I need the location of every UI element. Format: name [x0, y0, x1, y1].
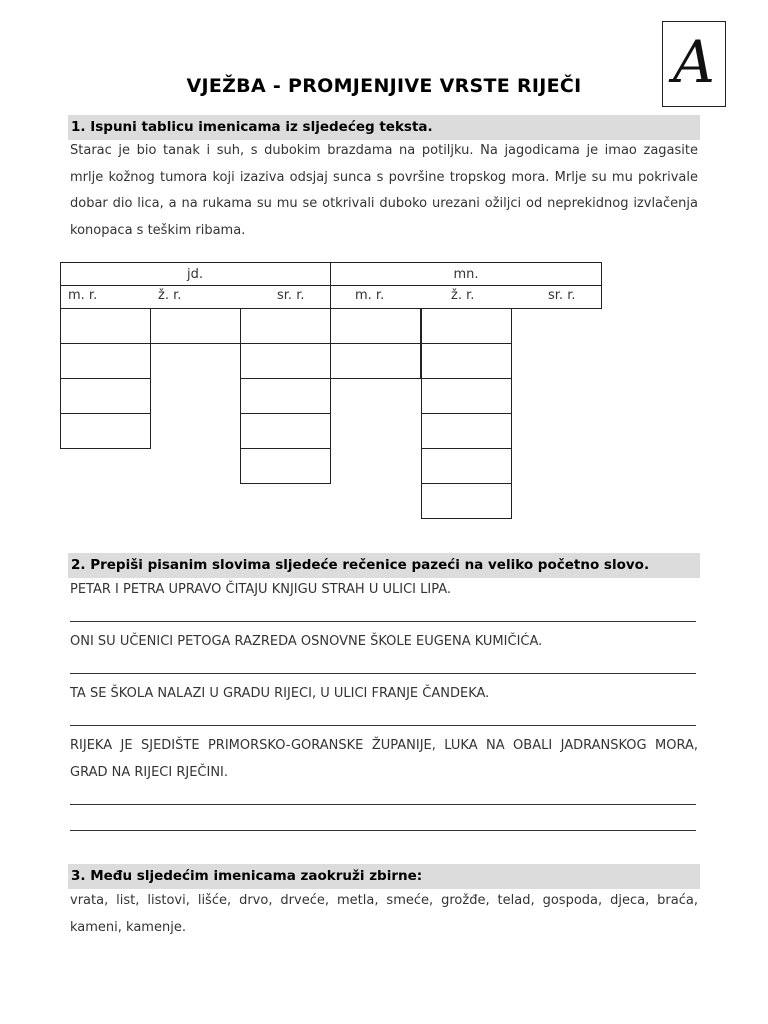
task2-heading: 2. Prepiši pisanim slovima sljedeće rečenice pazeći na veliko početno slovo. — [68, 553, 700, 578]
answer-cell[interactable] — [421, 378, 512, 414]
logo-letter: A — [673, 28, 715, 96]
task1-text: Starac je bio tanak i suh, s dubokim brazdama na potiljku. Na jagodicama je imao zagasite mrlje kožnog tumora koji izaziva odsjaj sunca s površine tropskog mora. Mrlje su mu pokrivale dobar dio lica, a na rukama su mu se otkrivali duboko urezani ožiljci od neprekidnog izvlačenja konopaca s teškim ribama. — [70, 143, 698, 238]
answer-cell[interactable] — [60, 343, 151, 379]
task1-heading: 1. Ispuni tablicu imenicama iz sljedećeg teksta. — [68, 115, 700, 140]
task3-heading: 3. Među sljedećim imenicama zaokruži zbirne: — [68, 864, 700, 889]
table-group-plural: mn. — [453, 267, 479, 282]
answer-cell[interactable] — [150, 308, 241, 344]
table-col-label: ž. r. — [158, 288, 182, 303]
answer-cell[interactable] — [240, 448, 331, 484]
table-group-singular: jd. — [187, 267, 203, 282]
writing-line[interactable] — [70, 621, 696, 622]
answer-cell[interactable] — [421, 483, 512, 519]
writing-line[interactable] — [70, 725, 696, 726]
writing-line[interactable] — [70, 673, 696, 674]
table-col-label: ž. r. — [451, 288, 475, 303]
sentence-4: RIJEKA JE SJEDIŠTE PRIMORSKO-GORANSKE ŽUPANIJE, LUKA NA OBALI JADRANSKOG MORA, GRAD NA RIJECI RJEČINI. — [70, 738, 698, 780]
answer-cell[interactable] — [240, 343, 331, 379]
answer-cell[interactable] — [60, 378, 151, 414]
answer-cell[interactable] — [421, 343, 512, 379]
table-col-label: sr. r. — [277, 288, 305, 303]
answer-cell[interactable] — [240, 308, 331, 344]
sentence-2: ONI SU UČENICI PETOGA RAZREDA OSNOVNE ŠKOLE EUGENA KUMIČIĆA. — [70, 634, 543, 649]
answer-cell[interactable] — [240, 378, 331, 414]
answer-cell[interactable] — [240, 413, 331, 449]
answer-cell[interactable] — [330, 343, 421, 379]
table-col-label: m. r. — [68, 288, 98, 303]
answer-cell[interactable] — [421, 308, 512, 344]
answer-cell[interactable] — [330, 308, 421, 344]
sentence-3: TA SE ŠKOLA NALAZI U GRADU RIJECI, U ULICI FRANJE ČANDEKA. — [70, 686, 490, 701]
table-divider — [60, 285, 602, 286]
answer-cell[interactable] — [421, 413, 512, 449]
answer-cell[interactable] — [60, 413, 151, 449]
sentence-1: PETAR I PETRA UPRAVO ČITAJU KNJIGU STRAH U ULICI LIPA. — [70, 582, 452, 597]
table-col-label: sr. r. — [548, 288, 576, 303]
answer-cell[interactable] — [60, 308, 151, 344]
table-col-label: m. r. — [355, 288, 385, 303]
page-title: VJEŽBA - PROMJENJIVE VRSTE RIJEČI — [186, 75, 582, 97]
writing-line[interactable] — [70, 830, 696, 831]
answer-cell[interactable] — [421, 448, 512, 484]
writing-line[interactable] — [70, 804, 696, 805]
task3-text: vrata, list, listovi, lišće, drvo, drveće, metla, smeće, grožđe, telad, gospoda, djeca, braća, kameni, kamenje. — [70, 893, 698, 935]
